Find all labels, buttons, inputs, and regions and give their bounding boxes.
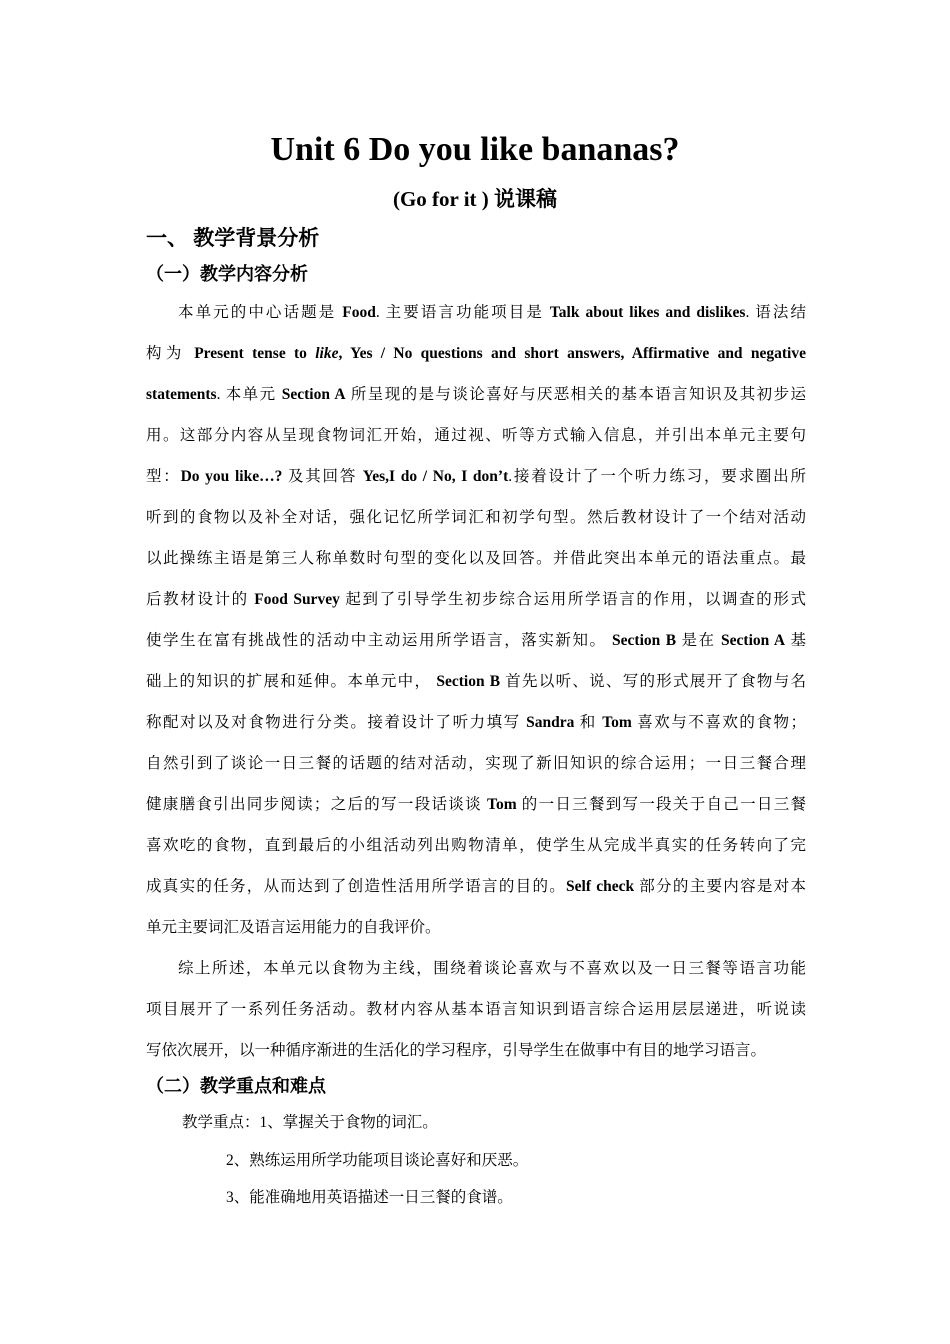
text-line [146, 784, 806, 825]
document-title: Unit 6 Do you like bananas? [270, 131, 680, 168]
text-run: 喜欢与不喜欢的食物； [631, 714, 806, 731]
text-run: statements [146, 386, 217, 403]
text-line [146, 497, 806, 538]
text-line [146, 661, 806, 702]
text-run: Section B [436, 673, 501, 690]
text-run: 部分的主要内容是对本 [634, 878, 806, 895]
text-run: . 主要语言功能项目是 [375, 304, 550, 321]
text-run: . 语法结 [745, 304, 806, 321]
key-point-item: 2、熟练运用所学功能项目谈论喜好和厌恶。 [226, 1152, 529, 1169]
text-line [146, 579, 806, 620]
text-run: 基 [785, 632, 806, 649]
text-run: 所呈现的是与谈论喜好与厌恶相关的基本语言知识及其初步运 [345, 386, 806, 403]
text-run: 是在 [676, 632, 722, 649]
subsection-heading-key-points: （二）教学重点和难点 [146, 1076, 326, 1096]
text-run: 本单元的中心话题是 [178, 304, 343, 321]
text-run: 后教材设计的 [146, 591, 255, 608]
text-line [146, 292, 806, 333]
text-run: Food [342, 304, 376, 321]
text-line [146, 415, 806, 456]
text-run: 写依次展开，以一种循序渐进的生活化的学习程序，引导学生在做事中有目的地学习语言。 [146, 1042, 767, 1059]
text-run: Talk about likes and dislikes [549, 304, 746, 321]
text-run: 喜欢吃的食物，直到最后的小组活动列出购物清单，使学生从完成半真实的任务转向了完 [146, 837, 806, 854]
text-run: Tom [487, 796, 517, 813]
text-line [146, 538, 806, 579]
text-run: 以此操练主语是第三人称单数时句型的变化以及回答。并借此突出本单元的语法重点。最 [146, 550, 806, 567]
text-line [146, 620, 806, 661]
text-run: .接着设计了一个听力练习，要求圈出所 [508, 468, 806, 485]
text-line [146, 989, 806, 1030]
text-run: Do you like…? [180, 468, 283, 485]
text-run: 听到的食物以及补全对话，强化记忆所学词汇和初学句型。然后教材设计了一个结对活动 [146, 509, 806, 526]
text-run: . 本单元 [216, 386, 282, 403]
text-run: 健康膳食引出同步阅读；之后的写一段话谈谈 [146, 796, 488, 813]
paragraph-content-analysis [146, 292, 806, 948]
text-run: 构为 [146, 345, 195, 362]
text-line [146, 456, 806, 497]
key-point-item: 3、能准确地用英语描述一日三餐的食谱。 [226, 1189, 513, 1206]
key-point-item: 教学重点：1、掌握关于食物的词汇。 [182, 1114, 438, 1131]
section-heading-background: 一、 教学背景分析 [146, 226, 320, 250]
text-run: Present tense to [194, 345, 316, 362]
text-run: 础上的知识的扩展和延伸。本单元中， [146, 673, 437, 690]
text-run: Food Survey [254, 591, 340, 608]
text-run: Section A [721, 632, 786, 649]
text-run: 使学生在富有挑战性的活动中主动运用所学语言，落实新知。 [146, 632, 613, 649]
text-line [146, 866, 806, 907]
text-run: 首先以听、说、写的形式展开了食物与名 [500, 673, 806, 690]
text-run: 综上所述，本单元以食物为主线，围绕着谈论喜欢与不喜欢以及一日三餐等语言功能 [178, 960, 806, 977]
text-line [146, 743, 806, 784]
text-run: 的一日三餐到写一段关于自己一日三餐 [516, 796, 806, 813]
text-run: 用。这部分内容从呈现食物词汇开始，通过视、听等方式输入信息，并引出本单元主要句 [146, 427, 806, 444]
text-run: , Yes / No questions and short answers, Affirmative and negative [338, 345, 806, 362]
text-line [146, 1030, 806, 1071]
text-line [146, 702, 806, 743]
text-run: 称配对以及对食物进行分类。接着设计了听力填写 [146, 714, 527, 731]
text-run: Sandra [526, 714, 575, 731]
text-run: 及其回答 [282, 468, 363, 485]
text-line [146, 374, 806, 415]
text-run: 单元主要词汇及语言运用能力的自我评价。 [146, 919, 441, 936]
text-run: Tom [602, 714, 632, 731]
subsection-heading-content-analysis: （一）教学内容分析 [146, 264, 308, 284]
text-run: 自然引到了谈论一日三餐的话题的结对活动，实现了新旧知识的综合运用；一日三餐合理 [146, 755, 806, 772]
text-run: 和 [574, 714, 603, 731]
paragraph-summary [146, 948, 806, 1071]
text-line [146, 333, 806, 374]
text-line [146, 948, 806, 989]
document-subtitle: (Go for it ) 说课稿 [392, 187, 558, 211]
text-run: Section B [612, 632, 677, 649]
text-line [146, 825, 806, 866]
text-run: Self check [566, 878, 635, 895]
text-run: Yes,I do / No, I don’t [362, 468, 509, 485]
text-run: 起到了引导学生初步综合运用所学语言的作用，以调查的形式 [339, 591, 806, 608]
text-line [146, 907, 806, 948]
text-run: like [315, 345, 339, 362]
text-run: 成真实的任务，从而达到了创造性活用所学语言的目的。 [146, 878, 567, 895]
text-run: 项目展开了一系列任务活动。教材内容从基本语言知识到语言综合运用层层递进，听说读 [146, 1001, 806, 1018]
text-run: Section A [281, 386, 346, 403]
text-run: 型： [146, 468, 181, 485]
